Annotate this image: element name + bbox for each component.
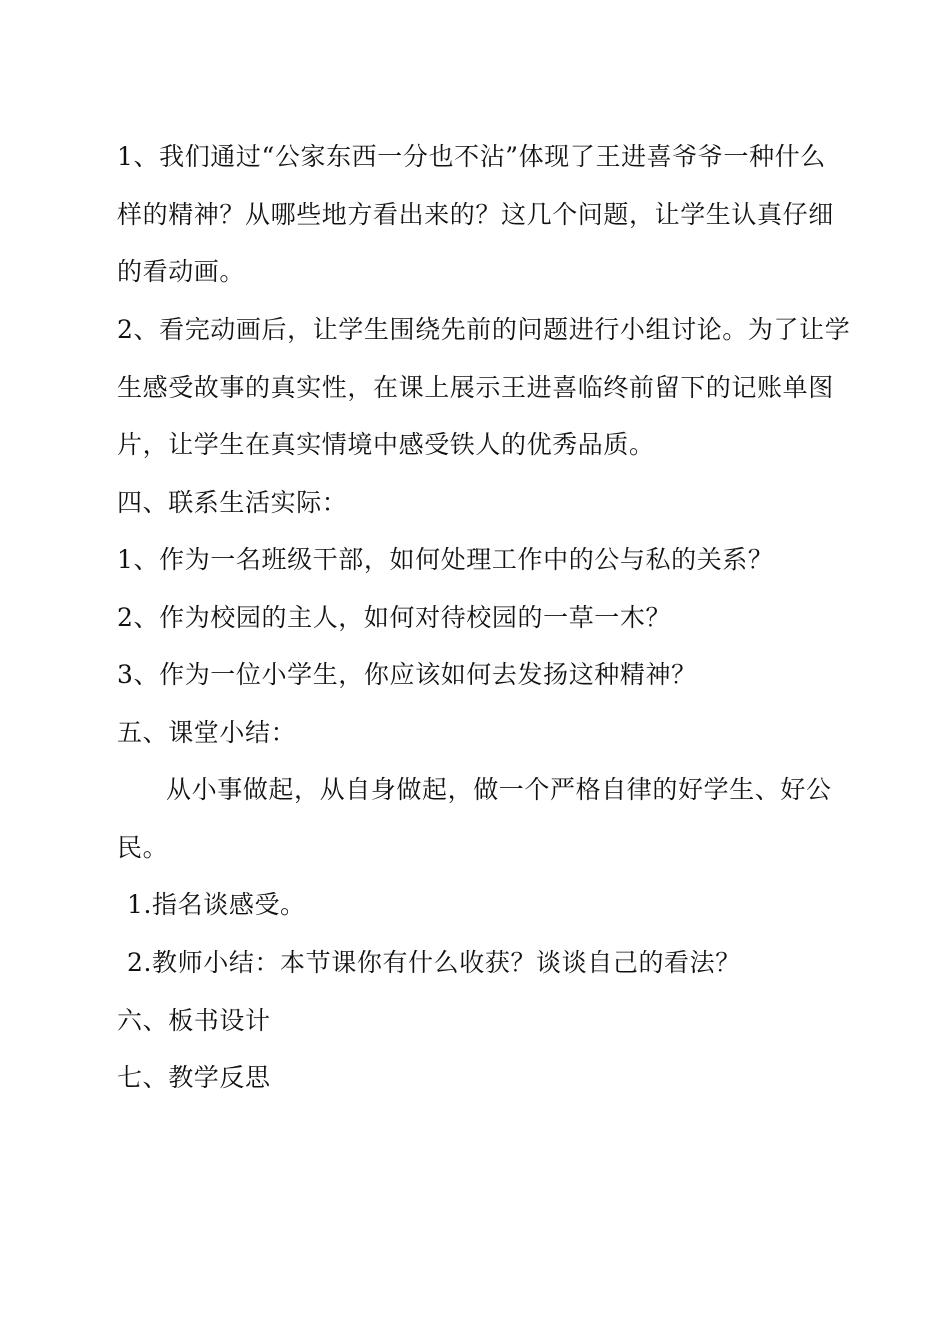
paragraph-line: 的看动画。 [117,257,246,286]
paragraph-line: 片，让学生在真实情境中感受铁人的优秀品质。 [117,430,655,459]
paragraph-line: 样的精神？从哪些地方看出来的？这几个问题，让学生认真仔细 [117,200,834,229]
paragraph-line: 生感受故事的真实性，在课上展示王进喜临终前留下的记账单图 [117,373,834,402]
section-heading: 六、板书设计 [117,1006,271,1035]
list-item: 1、作为一名班级干部，如何处理工作中的公与私的关系？ [117,545,774,574]
list-item: 2、作为校园的主人，如何对待校园的一草一木？ [117,603,672,632]
paragraph-line: 民。 [117,833,169,862]
section-heading: 五、课堂小结： [117,718,297,747]
list-item: 3、作为一位小学生，你应该如何去发扬这种精神？ [117,660,697,689]
paragraph-line: 1、我们通过“公家东西一分也不沾”体现了王进喜爷爷一种什么 [117,142,826,171]
list-item: 2.教师小结：本节课你有什么收获？谈谈自己的看法？ [127,948,741,977]
paragraph-line: 从小事做起，从自身做起，做一个严格自律的好学生、好公 [166,775,832,804]
paragraph-line: 2、看完动画后，让学生围绕先前的问题进行小组讨论。为了让学 [117,315,851,344]
section-heading: 四、联系生活实际： [117,488,348,517]
section-heading: 七、教学反思 [117,1063,271,1092]
list-item: 1.指名谈感受。 [127,890,306,919]
